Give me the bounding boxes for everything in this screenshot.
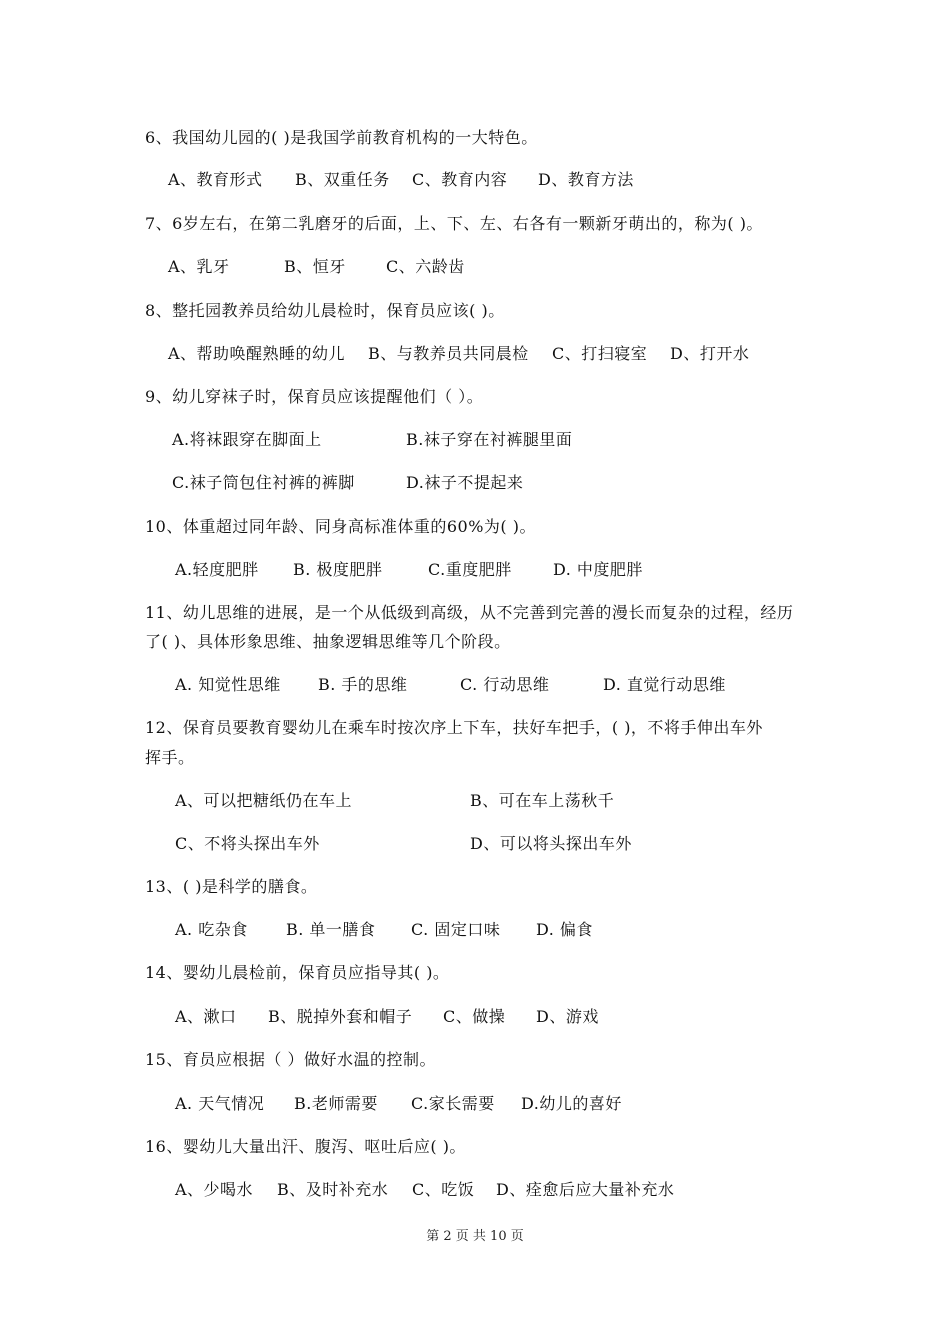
option-item: D.幼儿的喜好 — [521, 1094, 622, 1113]
option-item: B、脱掉外套和帽子 — [268, 1007, 413, 1026]
option-item: A、少喝水 — [175, 1180, 254, 1199]
option-item: D. 偏食 — [536, 920, 593, 939]
question-12-stem: 12、保育员要教育婴幼儿在乘车时按次序上下车，扶好车把手，( )，不将手伸出车外 — [145, 718, 763, 737]
option-item: C、打扫寝室 — [552, 344, 648, 363]
option-item: D、游戏 — [536, 1007, 599, 1026]
question-11-stem: 了( )、具体形象思维、抽象逻辑思维等几个阶段。 — [145, 632, 511, 651]
question-11-stem: 11、幼儿思维的进展，是一个从低级到高级，从不完善到完善的漫长而复杂的过程，经历 — [145, 603, 794, 622]
question-9-stem: 9、幼儿穿袜子时，保育员应该提醒他们（ ）。 — [145, 387, 484, 406]
option-item: C. 固定口味 — [411, 920, 501, 939]
option-item: C、教育内容 — [412, 170, 508, 189]
option-item: C.家长需要 — [411, 1094, 495, 1113]
option-item: B.袜子穿在衬裤腿里面 — [406, 430, 573, 449]
option-item: B. 单一膳食 — [286, 920, 376, 939]
option-item: D. 中度肥胖 — [553, 560, 643, 579]
option-item: A. 吃杂食 — [175, 920, 248, 939]
option-item: B.老师需要 — [294, 1094, 378, 1113]
option-item: D.袜子不提起来 — [406, 473, 524, 492]
option-item: B、可在车上荡秋千 — [470, 791, 615, 810]
option-item: C.重度肥胖 — [428, 560, 512, 579]
option-item: A.将袜跟穿在脚面上 — [172, 430, 322, 449]
option-item: D、打开水 — [670, 344, 750, 363]
option-item: B、及时补充水 — [277, 1180, 389, 1199]
option-item: B、与教养员共同晨检 — [368, 344, 529, 363]
option-item: B. 手的思维 — [318, 675, 408, 694]
option-item: C、不将头探出车外 — [175, 834, 320, 853]
page-footer: 第 2 页 共 10 页 — [426, 1229, 524, 1244]
option-item: A.轻度肥胖 — [175, 560, 259, 579]
option-item: C、六龄齿 — [386, 257, 465, 276]
option-item: D、可以将头探出车外 — [470, 834, 632, 853]
question-15-stem: 15、育员应根据（ ）做好水温的控制。 — [145, 1050, 436, 1069]
question-7-stem: 7、6岁左右，在第二乳磨牙的后面，上、下、左、右各有一颗新牙萌出的，称为( )。 — [145, 214, 763, 233]
question-16-stem: 16、婴幼儿大量出汗、腹泻、呕吐后应( )。 — [145, 1137, 466, 1156]
option-item: C.袜子筒包住衬裤的裤脚 — [172, 473, 355, 492]
option-item: A、帮助唤醒熟睡的幼儿 — [168, 344, 346, 363]
option-item: D. 直觉行动思维 — [603, 675, 726, 694]
option-item: A、可以把糖纸仍在车上 — [175, 791, 353, 810]
option-item: D、痊愈后应大量补充水 — [496, 1180, 675, 1199]
option-item: B、恒牙 — [284, 257, 346, 276]
option-item: D、教育方法 — [538, 170, 634, 189]
question-10-stem: 10、体重超过同年龄、同身高标准体重的60%为( )。 — [145, 517, 536, 536]
option-item: A. 知觉性思维 — [175, 675, 281, 694]
option-item: B. 极度肥胖 — [293, 560, 383, 579]
option-item: C. 行动思维 — [460, 675, 550, 694]
option-item: A、漱口 — [175, 1007, 237, 1026]
option-item: C、做操 — [443, 1007, 506, 1026]
question-6-stem: 6、我国幼儿园的( )是我国学前教育机构的一大特色。 — [145, 128, 538, 147]
option-item: B、双重任务 — [295, 170, 390, 189]
option-item: A、教育形式 — [168, 170, 263, 189]
question-13-stem: 13、( )是科学的膳食。 — [145, 877, 318, 896]
option-item: A、乳牙 — [168, 257, 230, 276]
question-14-stem: 14、婴幼儿晨检前，保育员应指导其( )。 — [145, 963, 450, 982]
option-item: A. 天气情况 — [175, 1094, 265, 1113]
question-8-stem: 8、整托园教养员给幼儿晨检时，保育员应该( )。 — [145, 301, 505, 320]
option-item: C、吃饭 — [412, 1180, 475, 1199]
question-12-stem: 挥手。 — [145, 748, 195, 767]
